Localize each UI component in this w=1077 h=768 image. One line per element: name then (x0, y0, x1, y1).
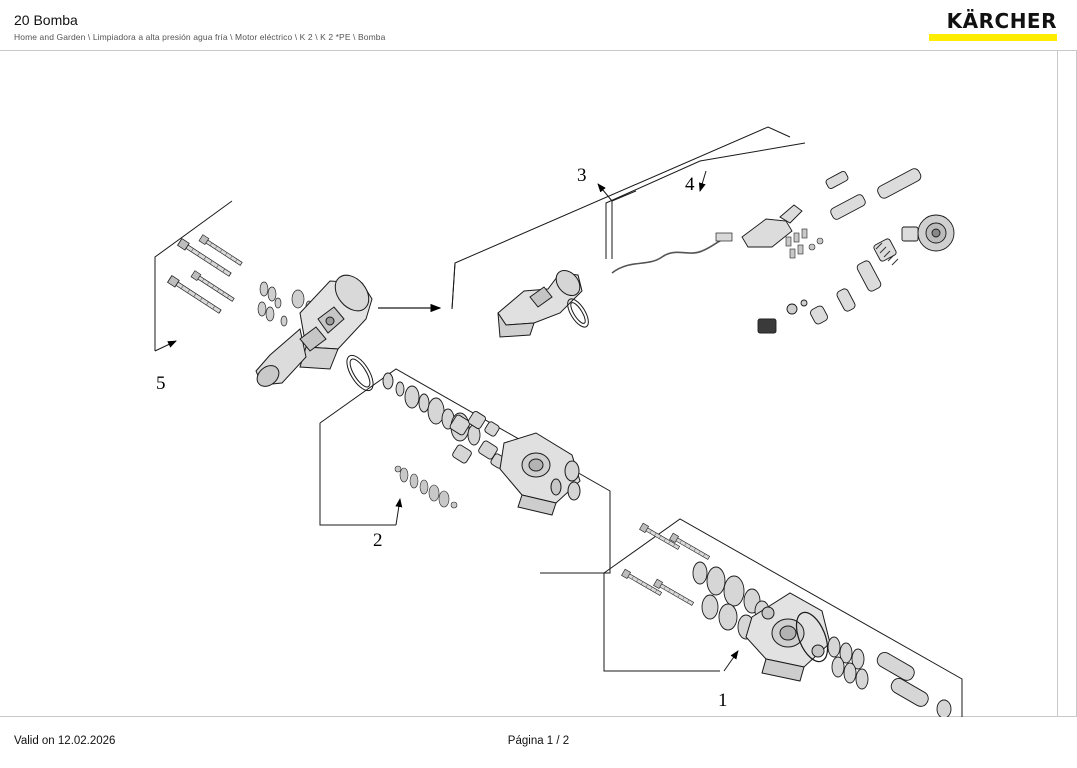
callout-3: 3 (577, 165, 587, 186)
page-title: 20 Bomba (14, 12, 78, 28)
callout-5: 5 (156, 373, 166, 394)
callout-2: 2 (373, 530, 383, 551)
valid-on-label: Valid on 12.02.2026 (14, 735, 116, 747)
document-footer (0, 725, 1077, 768)
brand-logo (929, 10, 1057, 41)
callout-4: 4 (685, 174, 695, 195)
brand-wordmark: KÄRCHER (946, 9, 1057, 33)
diagram-frame (0, 51, 1077, 717)
brand-underline-bar (929, 34, 1057, 41)
callout-1: 1 (718, 690, 728, 711)
document-header (0, 0, 1077, 50)
breadcrumb: Home and Garden \ Limpiadora a alta presión agua fría \ Motor eléctrico \ K 2 \ K 2 *PE \ Bomba (14, 32, 386, 42)
page-number: Página 1 / 2 (507, 735, 570, 747)
